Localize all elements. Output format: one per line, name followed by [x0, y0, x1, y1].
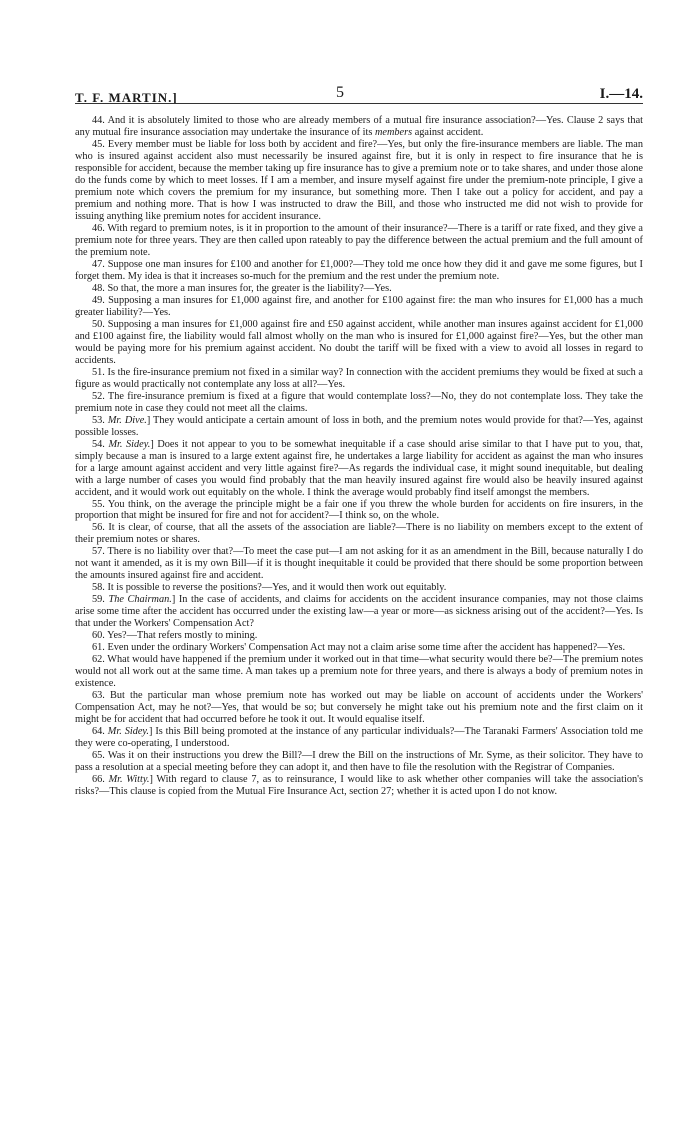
paragraph-48: 48. So that, the more a man insures for, the greater is the liability?—Yes.: [92, 282, 392, 294]
paragraph-49: 49. Supposing a man insures for £1,000 against fire, and another for £100 against fire: the man who insures for £1,000 has a much greater liability?—Yes.: [75, 294, 643, 318]
paragraph-65: 65. Was it on their instructions you drew the Bill?—I drew the Bill on the instructions of Mr. Syme, as their solicitor. They have to pass a resolution at a special meeting before they can adopt it, and then have to file the resolution with the Registrar of Companies.: [75, 750, 643, 774]
paragraph-46: 46. With regard to premium notes, is it in proportion to the amount of their insurance?—There is a tariff or rate fixed, and they give a premium note for three years. They are then called upon rateably to pay the difference between the actual premium and the full amount of the premium note.: [75, 222, 643, 258]
paragraph-52: 52. The fire-insurance premium is fixed at a figure that would contemplate loss?—No, they do not contemplate loss. They take the premium note in case they could not meet all the claims.: [75, 390, 643, 414]
paragraph-50: 50. Supposing a man insures for £1,000 against fire and £50 against accident, while another man insures against accident for £1,000 and £100 against fire, the liability would fall almost wholly on the man who is insured for £1,000 against fire?—Yes, but the other man would be paying more for his premium against accident. No doubt the tariff will be fixed with a view to avoid all losses in regard to accidents.: [75, 318, 643, 366]
paragraph-63: 63. But the particular man whose premium note has worked out may be liable on account of accidents under the Workers' Compensation Act, may he not?—Yes, that would be so; but conversely he might take out his premium note and the first claim on it might be for accident that had occurred before he took it out. It would equalise itself.: [75, 690, 643, 726]
paragraph-60: 60. Yes?—That refers mostly to mining.: [92, 630, 258, 642]
paragraph-64: 64. Mr. Sidey.] Is this Bill being promoted at the instance of any particular individuals?—The Taranaki Farmers' Association told me they were co-operating, I understood.: [75, 726, 643, 750]
paragraph-62: 62. What would have happened if the premium under it worked out in that time—what security would there be?—The premium notes would not all work out at the same time. A man takes up a premium note for three years, and there is always a body of premium notes in existence.: [75, 654, 643, 690]
paragraph-57: 57. There is no liability over that?—To meet the case put—I am not asking for it as an amendment in the Bill, because naturally I do not want it amended, as it is my own Bill—if it is thought inequitable it could be provided that there should be some proportion between the amounts insured against fire and accident.: [75, 546, 643, 582]
paragraph-66: 66. Mr. Witty.] With regard to clause 7, as to reinsurance, I would like to ask whether other companies will take the association's risks?—This clause is copied from the Mutual Fire Insurance Act, section 27; whether it is acted upon I do not know.: [75, 774, 643, 798]
paragraph-45: 45. Every member must be liable for loss both by accident and fire?—Yes, but only the fire-insurance members are liable. The man who is insured against accident also must necessarily be insured against fire, but it is only in respect to fire insurance that he is responsible for accident, because the member taking up fire insurance has to give a premium note or to take shares, and under those alone do the funds come by which to meet losses. If I am a member, and insure myself against fire under the premium-note principle, I give a premium note which covers the premium for my insurance, but something more. Then I take out a policy for accident, and pay a premium and nothing more. That is how I was instructed to draw the Bill, and those who instructed me did not wish to provide for issuing anything like premium notes for accident insurance.: [75, 138, 643, 222]
document-reference: I.—14.: [599, 86, 643, 102]
page-number: 5: [336, 84, 344, 101]
paragraph-58: 58. It is possible to reverse the positions?—Yes, and it would then work out equitably.: [92, 582, 447, 594]
paragraph-54: 54. Mr. Sidey.] Does it not appear to you to be somewhat inequitable if a case should arise similar to that I have put to you, that, simply because a man is insured to a large extent against fire, he undertakes a large liability for accident as against the man who insures for a large amount against accident and very little against fire?—As regards the individual case, it might sound inequitable, but dealing with a large number of cases you would find probably that the man heavily insured against fire would also be heavily insured against accident, and it would work out equitably on the whole. I think the average would probably find itself amongst the members.: [75, 438, 643, 498]
body-text: [75, 115, 643, 798]
header-witness-name: T. F. MARTIN.]: [75, 90, 178, 105]
paragraph-59: 59. The Chairman.] In the case of accidents, and claims for accidents on the accident insurance companies, may not those claims arise some time after the accident has occurred under the existing law—a year or more—as sickness arising out of the accident?—Yes. Is that under the Workers' Compensation Act?: [75, 594, 643, 630]
paragraph-44: 44. And it is absolutely limited to those who are already members of a mutual fire insurance association?—Yes. Clause 2 says that any mutual fire insurance association may undertake the insurance of its members against accident.: [75, 115, 643, 138]
paragraph-47: 47. Suppose one man insures for £100 and another for £1,000?—They told me once how they did it and gave me some figures, but I forget them. My idea is that it increases so-much for the premium and the rest under the premium note.: [75, 258, 643, 282]
paragraph-51: 51. Is the fire-insurance premium not fixed in a similar way? In connection with the accident premiums they would be fixed at such a figure as would practically not contemplate any loss at all?—Yes.: [75, 366, 643, 390]
paragraph-53: 53. Mr. Dive.] They would anticipate a certain amount of loss in both, and the premium notes would provide for that?—Yes, against possible losses.: [75, 414, 643, 438]
header-rule: [75, 103, 643, 104]
paragraph-61: 61. Even under the ordinary Workers' Compensation Act may not a claim arise some time after the accident has happened?—Yes.: [92, 642, 626, 654]
paragraph-56: 56. It is clear, of course, that all the assets of the association are liable?—There is no liability on members except to the extent of their premium notes or shares.: [75, 522, 643, 546]
paragraph-55: 55. You think, on the average the principle might be a fair one if you threw the whole burden for accidents on fire insurers, in the proportion that might be insured for fire and not for accident?—I think so, on the whole.: [75, 498, 643, 522]
